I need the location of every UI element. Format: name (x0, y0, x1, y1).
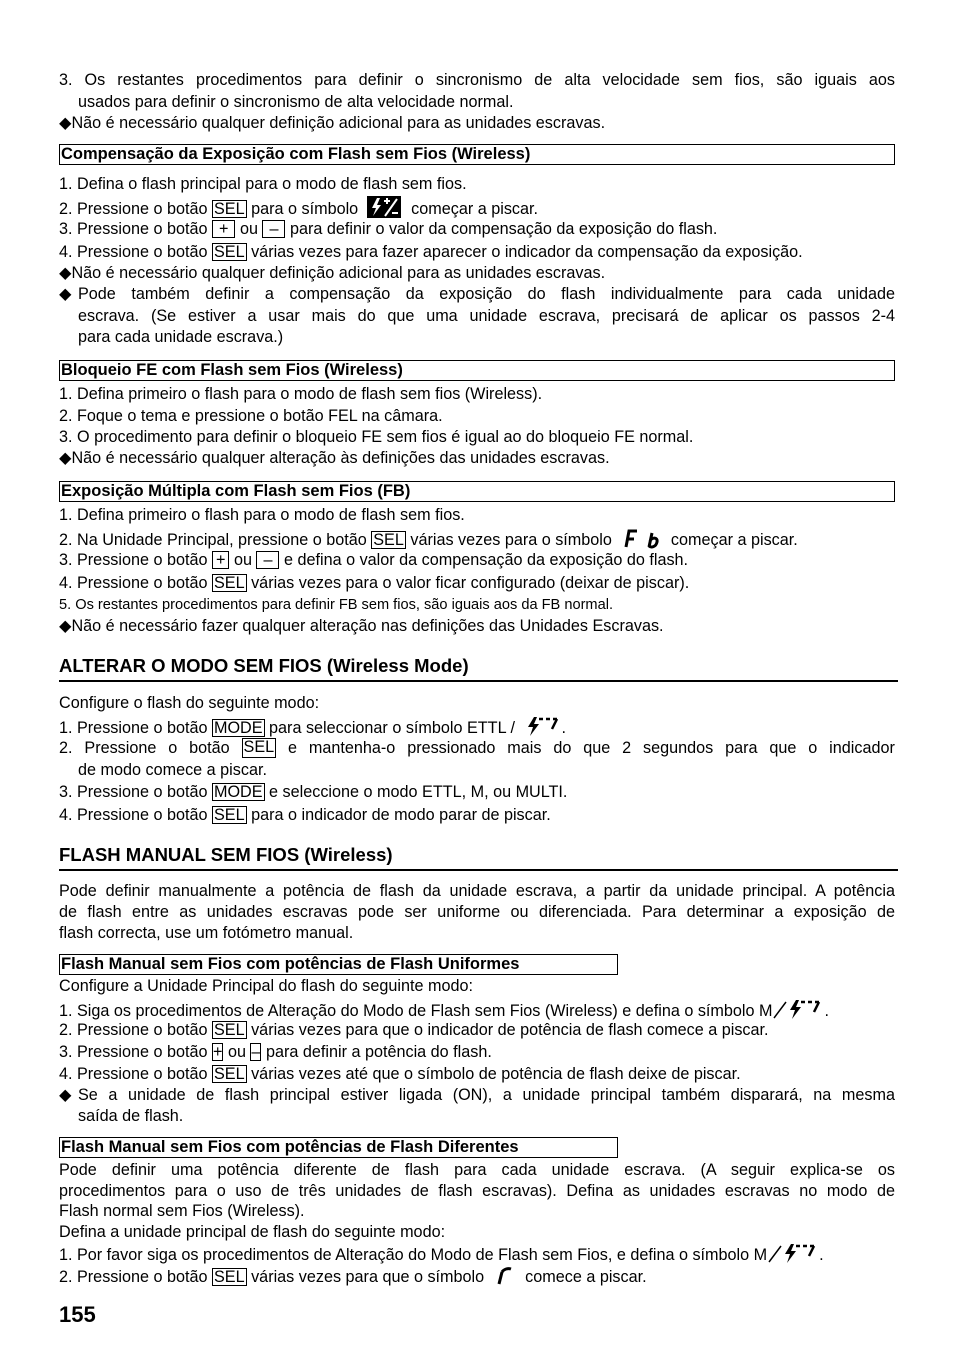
s2-step-1: 1. Defina primeiro o flash para o modo de flash sem fios (Wireless). (59, 385, 543, 403)
s3-step-2: 2. Na Unidade Principal, pressione o botão SEL várias vezes para o símbolo começar a piscar. (59, 527, 798, 554)
s1-bullet-2-line3: para cada unidade escrava.) (78, 328, 284, 346)
s3-bullet-1: ◆Não é necessário fazer qualquer alteração nas definições das Unidades Escravas. (59, 617, 664, 635)
heading-rule (59, 680, 898, 682)
sel-button-label: SEL (213, 199, 245, 218)
manual-wireless-flash-icon (767, 1242, 819, 1269)
s5-para-line4: Defina a unidade principal de flash do seguinte modo: (59, 1223, 446, 1241)
sel-button-label: SEL (243, 738, 275, 756)
top-item-3-line2: usados para definir o sincronismo de alta velocidade normal. (78, 93, 514, 111)
sel-button-label: SEL (213, 1021, 245, 1039)
s4-bullet-1-line2: saída de flash. (78, 1107, 184, 1125)
minus-button-label: – (256, 551, 279, 569)
manual-wireless-flash-icon (772, 998, 824, 1025)
top-item-3-line1: 3. Os restantes procedimentos para definir o sincronismo de alta velocidade sem fios, são iguais aos (59, 71, 895, 89)
heading-manual-flash: FLASH MANUAL SEM FIOS (Wireless) (59, 844, 393, 865)
minus-button-label: – (262, 220, 285, 238)
s1-step-2: 2. Pressione o botão SEL para o símbolo começar a piscar. (59, 196, 538, 223)
s4-intro: Configure a Unidade Principal do flash do seguinte modo: (59, 977, 473, 995)
h1-step-4: 4. Pressione o botão SEL para o indicador de modo parar de piscar. (59, 806, 551, 824)
bullet-icon: ◆ (59, 617, 72, 635)
s5-para-line3: Flash normal sem Fios (Wireless). (59, 1202, 305, 1220)
s4-step-2: 2. Pressione o botão SEL várias vezes para que o indicador de potência de flash comece a piscar. (59, 1021, 769, 1039)
bullet-icon: ◆ (59, 114, 72, 132)
h1-step-2-line2: de modo comece a piscar. (78, 761, 267, 779)
s3-step-5: 5. Os restantes procedimentos para definir FB sem fios, são iguais aos da FB normal. (59, 597, 614, 613)
h1-intro: Configure o flash do seguinte modo: (59, 694, 320, 712)
heading-rule (59, 869, 898, 871)
s5-para-line2: procedimentos para o uso de três unidades de flash escravas). Defina as unidades escravas no modo de (59, 1182, 895, 1200)
sel-button-label: SEL (373, 530, 404, 549)
section-title-exposure-compensation: Compensação da Exposição com Flash sem Fios (Wireless) (59, 144, 895, 165)
plus-button-label: + (212, 551, 229, 569)
section-title-fe-lock: Bloqueio FE com Flash sem Fios (Wireless) (59, 360, 895, 381)
s4-step-1: 1. Siga os procedimentos de Alteração do Modo de Flash sem Fios (Wireless) e defina o símbolo M . (59, 998, 829, 1025)
sel-button-label: SEL (213, 806, 245, 824)
top-bullet (59, 113, 605, 133)
h1-step-3: 3. Pressione o botão MODE e seleccione o modo ETTL, M, ou MULTI. (59, 783, 568, 801)
bullet-icon: ◆ (59, 264, 72, 282)
bullet-icon: ◆ (59, 449, 72, 467)
s1-bullet-1: ◆Não é necessário qualquer definição adicional para as unidades escravas. (59, 264, 606, 282)
section-title-different-power: Flash Manual sem Fios com potências de Flash Diferentes (59, 1137, 618, 1158)
heading-wireless-mode: ALTERAR O MODO SEM FIOS (Wireless Mode) (59, 655, 469, 676)
bullet-text: Não é necessário qualquer definição adicional para as unidades escravas. (71, 114, 606, 132)
s5-step-2: 2. Pressione o botão SEL várias vezes para que o símbolo comece a piscar. (59, 1265, 647, 1290)
s4-step-4: 4. Pressione o botão SEL várias vezes até que o símbolo de potência de flash deixe de piscar. (59, 1065, 741, 1083)
sel-button-label: SEL (213, 243, 245, 261)
s1-step-1: 1. Defina o flash principal para o modo de flash sem fios. (59, 175, 467, 193)
h2-para-line2: de flash entre as unidades escravas pode ser uniforme ou diferenciada. Para determinar a exposição de (59, 903, 895, 921)
bullet-icon: ◆ (59, 285, 72, 303)
mode-button-label: MODE (213, 783, 263, 801)
page-number: 155 (59, 1302, 96, 1327)
sel-button-label: SEL (213, 1267, 245, 1286)
h2-para-line1: Pode definir manualmente a potência de flash da unidade escrava, a partir da unidade principal. A potência (59, 882, 895, 900)
s5-para-line1: Pode definir uma potência diferente de flash para cada unidade escrava. (A seguir explica-se os (59, 1161, 895, 1179)
slave-group-symbol-icon (495, 1265, 513, 1290)
s1-step-4: 4. Pressione o botão SEL várias vezes para fazer aparecer o indicador da compensação da exposição. (59, 243, 803, 261)
s3-step-1: 1. Defina primeiro o flash para o modo de flash sem fios. (59, 506, 465, 524)
s1-step-3: 3. Pressione o botão + ou – para definir o valor da compensação da exposição do flash. (59, 220, 718, 238)
mode-button-label: MODE (213, 718, 263, 737)
s5-step-1: 1. Por favor siga os procedimentos de Alteração do Modo de Flash sem Fios, e defina o símbolo M . (59, 1242, 824, 1269)
h1-step-1: 1. Pressione o botão MODE para seleccionar o símbolo ETTL / . (59, 715, 566, 742)
h1-step-2-line1: 2. Pressione o botão SEL e mantenha-o pressionado mais do que 2 segundos para que o indicador (59, 738, 895, 757)
s1-bullet-2-line2: escrava. (Se estiver a usar mais do que uma unidade escrava, precisará de aplicar os passos 2-4 (78, 307, 895, 325)
plus-button-label: + (212, 220, 235, 238)
bullet-icon: ◆ (59, 1086, 72, 1104)
s3-step-4: 4. Pressione o botão SEL várias vezes para o valor ficar configurado (deixar de piscar). (59, 574, 690, 592)
s2-bullet-1: ◆Não é necessário qualquer alteração às definições das unidades escravas. (59, 449, 610, 467)
s3-step-3: 3. Pressione o botão + ou – e defina o valor da compensação da exposição do flash. (59, 551, 689, 569)
s2-step-3: 3. O procedimento para definir o bloqueio FE sem fios é igual ao do bloqueio FE normal. (59, 428, 694, 446)
h2-para-line3: flash correcta, use um fotómetro manual. (59, 924, 354, 942)
section-title-multiple-exposure: Exposição Múltipla com Flash sem Fios (FB) (59, 481, 895, 502)
sel-button-label: SEL (213, 574, 245, 592)
section-title-uniform-power: Flash Manual sem Fios com potências de Flash Uniformes (59, 954, 618, 975)
plus-button-label: + (212, 1043, 223, 1061)
s4-step-3: 3. Pressione o botão + ou – para definir a potência do flash. (59, 1043, 492, 1061)
s2-step-2: 2. Foque o tema e pressione o botão FEL na câmara. (59, 407, 443, 425)
sel-button-label: SEL (213, 1065, 245, 1083)
minus-button-label: – (251, 1043, 261, 1061)
